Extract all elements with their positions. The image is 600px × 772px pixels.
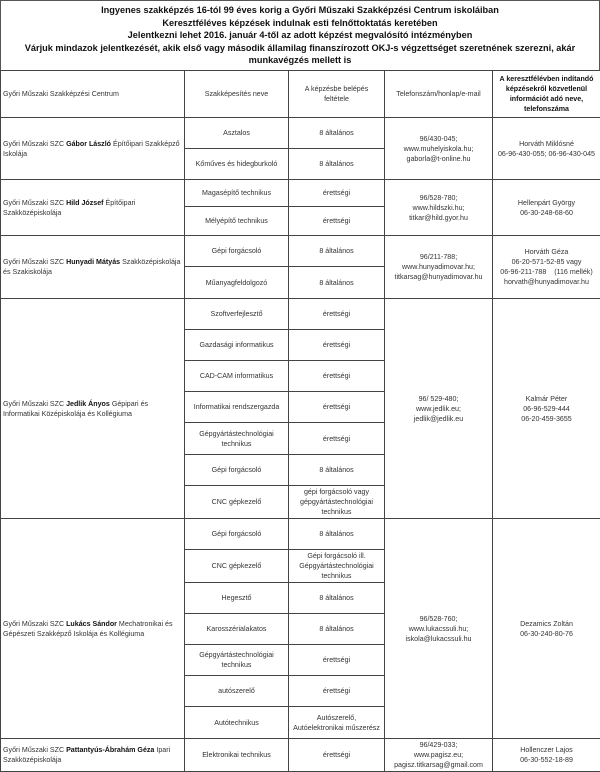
qualification-cell: Gépgyártástechnológiai technikus (185, 423, 289, 455)
email-link[interactable]: titkar@hild.gyor.hu (388, 213, 489, 223)
qualification-cell: Informatikai rendszergazda (185, 392, 289, 423)
contact-person-detail: 06-96-430-055; 06-96-430-045 (496, 149, 597, 159)
contact-person-name: Hollenczer Lajos (496, 745, 597, 755)
title-line-1: Ingyenes szakképzés 16-tól 99 éves korig a Győri Műszaki Szakképzési Centrum iskoláiban (1, 4, 599, 17)
school-name-suffix: Építőipari Szakképző Iskolája (3, 140, 180, 158)
school-name-cell (1, 118, 185, 180)
school-name-prefix: Győri Műszaki SZC (3, 258, 66, 266)
contact-person-name: Dezamics Zoltán (496, 619, 597, 629)
entry-requirement-cell: érettségi (289, 645, 385, 676)
website-link[interactable]: www.muhelyiskola.hu; (388, 144, 489, 154)
website-link[interactable]: www.jedlik.eu; (388, 404, 489, 414)
entry-requirement-cell: érettségi (289, 180, 385, 207)
entry-requirement-cell: érettségi (289, 423, 385, 455)
header-contact: Telefonszám/honlap/e-mail (385, 71, 493, 118)
header-entry: A képzésbe belépés feltétele (289, 71, 385, 118)
entry-requirement-cell: érettségi (289, 207, 385, 236)
table-row (1, 180, 600, 207)
entry-requirement-cell: Gépi forgácsoló ill. Gépgyártástechnológiai technikus (289, 550, 385, 583)
entry-requirement-cell: 8 általános (289, 118, 385, 149)
qualification-cell: Műanyagfeldolgozó (185, 267, 289, 299)
email-link[interactable]: titkarsag@hunyadimovar.hu (388, 272, 489, 282)
contact-person-cell (493, 299, 600, 519)
title-line-3: Jelentkezni lehet 2016. január 4-től az adott képzést megvalósító intézményben (1, 29, 599, 42)
website-link[interactable]: www.hunyadimovar.hu; (388, 262, 489, 272)
phone-number: 96/ 529-480; (388, 394, 489, 404)
entry-requirement-cell: érettségi (289, 299, 385, 330)
contact-person-cell (493, 519, 600, 739)
qualification-cell: CNC gépkezelő (185, 486, 289, 519)
school-name-name-bold: Jedlik Ányos (66, 400, 110, 408)
phone-number: 96/528-760; (388, 614, 489, 624)
contact-person-name: Kalmár Péter (496, 394, 597, 404)
school-name-prefix: Győri Műszaki SZC (3, 199, 66, 207)
qualification-cell: CAD-CAM informatikus (185, 361, 289, 392)
website-link[interactable]: www.hildszki.hu; (388, 203, 489, 213)
contact-person-detail: 06-30-240-80-76 (496, 629, 597, 639)
email-link[interactable]: pagisz.titkarsag@gmail.com (388, 760, 489, 770)
phone-number: 96/430-045; (388, 134, 489, 144)
table-row (1, 118, 600, 149)
school-name-prefix: Győri Műszaki SZC (3, 746, 66, 754)
contact-person-cell (493, 118, 600, 180)
entry-requirement-cell: gépi forgácsoló vagy gépgyártástechnológiai technikus (289, 486, 385, 519)
entry-requirement-cell: 8 általános (289, 614, 385, 645)
contact-person-cell (493, 180, 600, 236)
website-link[interactable]: www.pagisz.eu; (388, 750, 489, 760)
contact-person-detail: 06-96-529-444 (496, 404, 597, 414)
school-name-cell (1, 299, 185, 519)
contact-person-detail: 06-30-248-68-60 (496, 208, 597, 218)
school-name-name-bold: Pattantyús-Ábrahám Géza (66, 746, 154, 754)
qualification-cell: Mélyépítő technikus (185, 207, 289, 236)
table-row (1, 299, 600, 330)
school-name-prefix: Győri Műszaki SZC (3, 400, 66, 408)
entry-requirement-cell: érettségi (289, 330, 385, 361)
header-row (1, 71, 600, 118)
qualification-cell: Gazdasági informatikus (185, 330, 289, 361)
title-line-2: Keresztféléves képzések indulnak esti felnőttoktatás keretében (1, 17, 599, 30)
website-link[interactable]: www.lukacssuli.hu; (388, 624, 489, 634)
qualification-cell: Szoftverfejlesztő (185, 299, 289, 330)
school-name-prefix: Győri Műszaki SZC (3, 140, 66, 148)
entry-requirement-cell: Autószerelő, Autóelektronikai műszerész (289, 707, 385, 739)
entry-requirement-cell: érettségi (289, 392, 385, 423)
contact-person-name: Horváth Géza (496, 247, 597, 257)
school-name-suffix: Ipari Szakközépiskolája (3, 746, 170, 764)
school-name-name-bold: Hild József (66, 199, 103, 207)
qualification-cell: Magasépítő technikus (185, 180, 289, 207)
contact-person-cell (493, 236, 600, 299)
school-name-cell (1, 180, 185, 236)
school-name-cell (1, 236, 185, 299)
contact-cell (385, 118, 493, 180)
phone-number: 96/211-788; (388, 252, 489, 262)
contact-cell (385, 236, 493, 299)
table-row (1, 236, 600, 267)
school-name-suffix: Szakközépiskolája és Szakiskolája (3, 258, 180, 276)
email-link[interactable]: gaborla@t-online.hu (388, 154, 489, 164)
school-name-suffix: Gépipari és Informatikai Középiskolája és Kollégiuma (3, 400, 148, 418)
contact-cell (385, 299, 493, 519)
entry-requirement-cell: érettségi (289, 361, 385, 392)
qualification-cell: Gépi forgácsoló (185, 236, 289, 267)
phone-number: 96/528-780; (388, 193, 489, 203)
entry-requirement-cell: érettségi (289, 739, 385, 772)
entry-requirement-cell: 8 általános (289, 455, 385, 486)
school-name-name-bold: Hunyadi Mátyás (66, 258, 120, 266)
qualification-cell: Karosszérialakatos (185, 614, 289, 645)
entry-requirement-cell: 8 általános (289, 519, 385, 550)
entry-requirement-cell: érettségi (289, 676, 385, 707)
qualification-cell: Autótechnikus (185, 707, 289, 739)
email-link[interactable]: iskola@lukacssuli.hu (388, 634, 489, 644)
contact-person-detail: 06-20-571-52-85 vagy (496, 257, 597, 267)
school-name-name-bold: Gábor László (66, 140, 111, 148)
header-qualification: Szakképesítés neve (185, 71, 289, 118)
contact-person-detail: 06-96-211-788 (116 mellék) (496, 267, 597, 277)
qualification-cell: autószerelő (185, 676, 289, 707)
qualification-cell: Asztalos (185, 118, 289, 149)
qualification-cell: CNC gépkezelő (185, 550, 289, 583)
entry-requirement-cell: 8 általános (289, 583, 385, 614)
announcement-header (0, 0, 600, 70)
email-link[interactable]: jedlik@jedlik.eu (388, 414, 489, 424)
school-name-name-bold: Lukács Sándor (66, 620, 117, 628)
phone-number: 96/429-033; (388, 740, 489, 750)
contact-person-detail: horvath@hunyadimovar.hu (496, 277, 597, 287)
school-name-prefix: Győri Műszaki SZC (3, 620, 66, 628)
title-line-4: Várjuk mindazok jelentkezését, akik első vagy második államilag finanszírozott OKJ-s végzettséget szeretnének szerezni, akár munkavégzés mellett is (1, 42, 599, 67)
table-body (1, 118, 600, 772)
entry-requirement-cell: 8 általános (289, 149, 385, 180)
contact-cell (385, 519, 493, 739)
training-table (0, 70, 600, 772)
qualification-cell: Gépi forgácsoló (185, 519, 289, 550)
entry-requirement-cell: 8 általános (289, 267, 385, 299)
table-row (1, 519, 600, 550)
contact-person-name: Horváth Miklósné (496, 139, 597, 149)
school-name-suffix: Mechatronikai és Gépészeti Szakképző Iskolája és Kollégiuma (3, 620, 173, 638)
contact-person-detail: 06-30-552-18-89 (496, 755, 597, 765)
header-school: Győri Műszaki Szakképzési Centrum (1, 71, 185, 118)
qualification-cell: Elektronikai technikus (185, 739, 289, 772)
qualification-cell: Gépgyártástechnológiai technikus (185, 645, 289, 676)
header-person: A keresztfélévben indítandó képzésekről közvetlenül információt adó neve, telefonszáma (493, 71, 600, 118)
contact-cell (385, 180, 493, 236)
entry-requirement-cell: 8 általános (289, 236, 385, 267)
contact-person-detail: 06-20-459-3655 (496, 414, 597, 424)
qualification-cell: Hegesztő (185, 583, 289, 614)
qualification-cell: Gépi forgácsoló (185, 455, 289, 486)
school-name-cell (1, 519, 185, 739)
school-name-suffix: Építőipari Szakközépiskolája (3, 199, 135, 217)
contact-person-name: Hellenpárt György (496, 198, 597, 208)
qualification-cell: Kőműves és hidegburkoló (185, 149, 289, 180)
